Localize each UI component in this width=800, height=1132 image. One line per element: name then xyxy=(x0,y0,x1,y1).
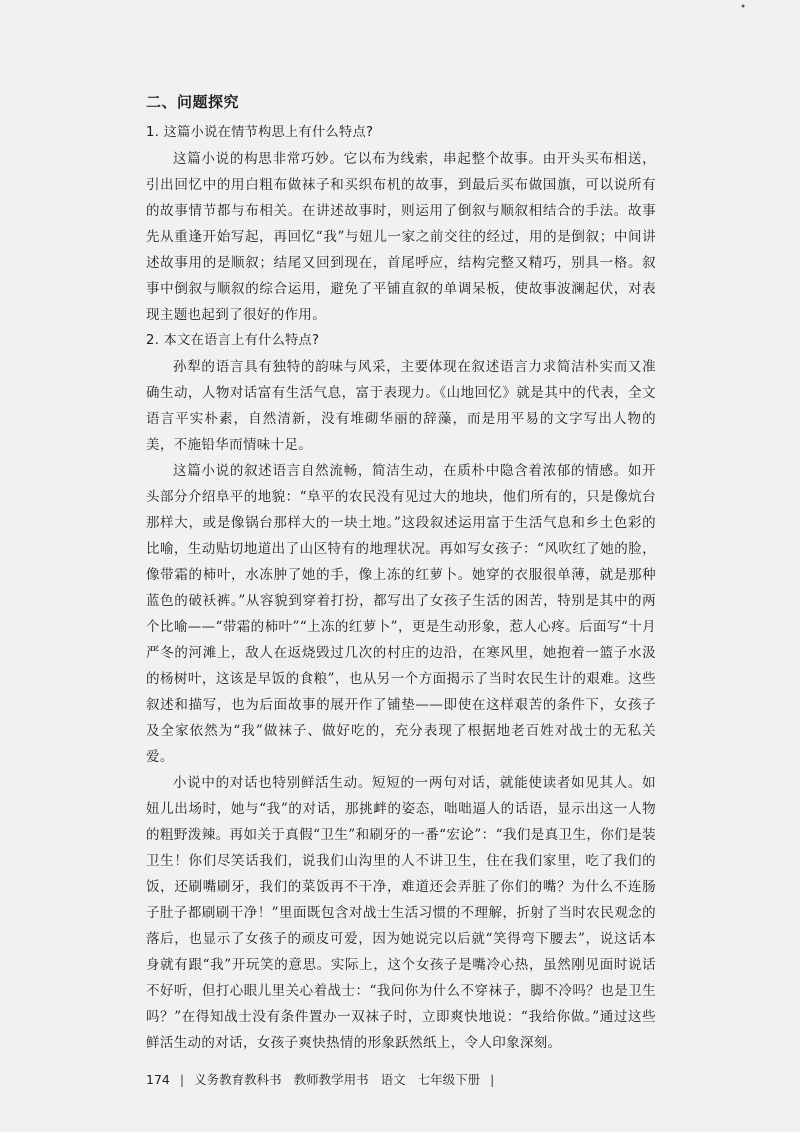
main-content xyxy=(146,90,656,1056)
book-type: 教师教学用书 xyxy=(293,1072,369,1087)
answer-2-paragraph-2: 这篇小说的叙述语言自然流畅，简洁生动，在质朴中隐含着浓郁的情感。如开头部分介绍阜平的地貌：“阜平的农民没有见过大的地块，他们所有的，只是像炕台那样大，或是像锅台那样大的一块土地。”这段叙述运用富于生活气息和乡土色彩的比喻，生动贴切地道出了山区特有的地理状况。再如写女孩子：“风吹红了她的脸，像带霜的柿叶，水冻肿了她的手，像上冻的红萝卜。她穿的衣服很单薄，就是那种蓝色的破袄裤。”从容貌到穿着打扮，都写出了女孩子生活的困苦，特别是其中的两个比喻——“带霜的柿叶”“上冻的红萝卜”，更是生动形象，惹人心疼。后面写“十月严冬的河滩上，敌人在返烧毁过几次的村庄的边沿，在寒风里，她抱着一篮子水汲的杨树叶，这该是早饭的食粮”，也从另一个方面揭示了当时农民生计的艰难。这些叙述和描写，也为后面故事的展开作了铺垫——即使在这样艰苦的条件下，女孩子及全家依然为“我”做袜子、做好吃的，充分表现了根据地老百姓对战士的无私关爱。 xyxy=(146,463,656,765)
page-footer xyxy=(146,1070,494,1088)
answer-1-paragraph-1: 这篇小说的构思非常巧妙。它以布为线索，串起整个故事。由开头买布相送，引出回忆中的用白粗布做袜子和买织布机的故事，到最后买布做国旗，可以说所有的故事情节都与布相关。在讲述故事时，则运用了倒叙与顺叙相结合的手法。故事先从重逢开始写起，再回忆“我”与妞儿一家之前交往的经过，用的是倒叙；中间讲述故事用的是顺叙；结尾又回到现在，首尾呼应，结构完整又精巧，别具一格。叙事中倒叙与顺叙的综合运用，避免了平铺直叙的单调呆板，使故事波澜起伏，对表现主题也起到了很好的作用。 xyxy=(146,151,656,323)
section-title: 二、问题探究 xyxy=(146,93,240,111)
book-info xyxy=(194,1070,480,1088)
question-2-title: 2. 本文在语言上有什么特点? xyxy=(146,333,320,348)
corner-mark: • xyxy=(740,2,746,13)
question-1-title: 1. 这篇小说在情节构思上有什么特点? xyxy=(146,125,374,140)
page-number: 174 xyxy=(146,1071,170,1087)
answer-2-paragraph-3: 小说中的对话也特别鲜活生动。短短的一两句对话，就能使读者如见其人。如妞儿出场时，她与“我”的对话，那挑衅的姿态，咄咄逼人的话语，显示出这一人物的粗野泼辣。再如关于真假“卫生”和刷牙的一番“宏论”：“我们是真卫生，你们是装卫生！你们尽笑话我们，说我们山沟里的人不讲卫生，住在我们家里，吃了我们的饭，还刷嘴刷牙，我们的菜饭再不干净，难道还会弄脏了你们的嘴？为什么不连肠子肚子都刷刷干净！”里面既包含对战士生活习惯的不理解，折射了当时农民观念的落后，也显示了女孩子的顽皮可爱，因为她说完以后就“笑得弯下腰去”，说这话本身就有跟“我”开玩笑的意思。实际上，这个女孩子是嘴冷心热，虽然刚见面时说话不好听，但打心眼儿里关心着战士：“我问你为什么不穿袜子，脚不冷吗？也是卫生吗？”在得知战士没有条件置办一双袜子时，立即爽快地说：“我给你做。”通过这些鲜活生动的对话，女孩子爽快热情的形象跃然纸上，令人印象深刻。 xyxy=(146,775,656,1051)
footer-separator-left: | xyxy=(179,1071,185,1087)
book-series: 义务教育教科书 xyxy=(194,1072,282,1087)
book-subject: 语文 xyxy=(380,1072,406,1087)
answer-2-paragraph-1: 孙犁的语言具有独特的韵味与风采，主要体现在叙述语言力求简洁朴实而又准确生动，人物对话富有生活气息，富于表现力。《山地回忆》就是其中的代表，全文语言平实朴素，自然清新，没有堆砌华丽的辞藻，而是用平易的文字写出人物的美，不施铅华而情味十足。 xyxy=(146,359,656,453)
footer-separator-right: | xyxy=(490,1071,495,1087)
book-grade: 七年级下册 xyxy=(417,1072,481,1087)
